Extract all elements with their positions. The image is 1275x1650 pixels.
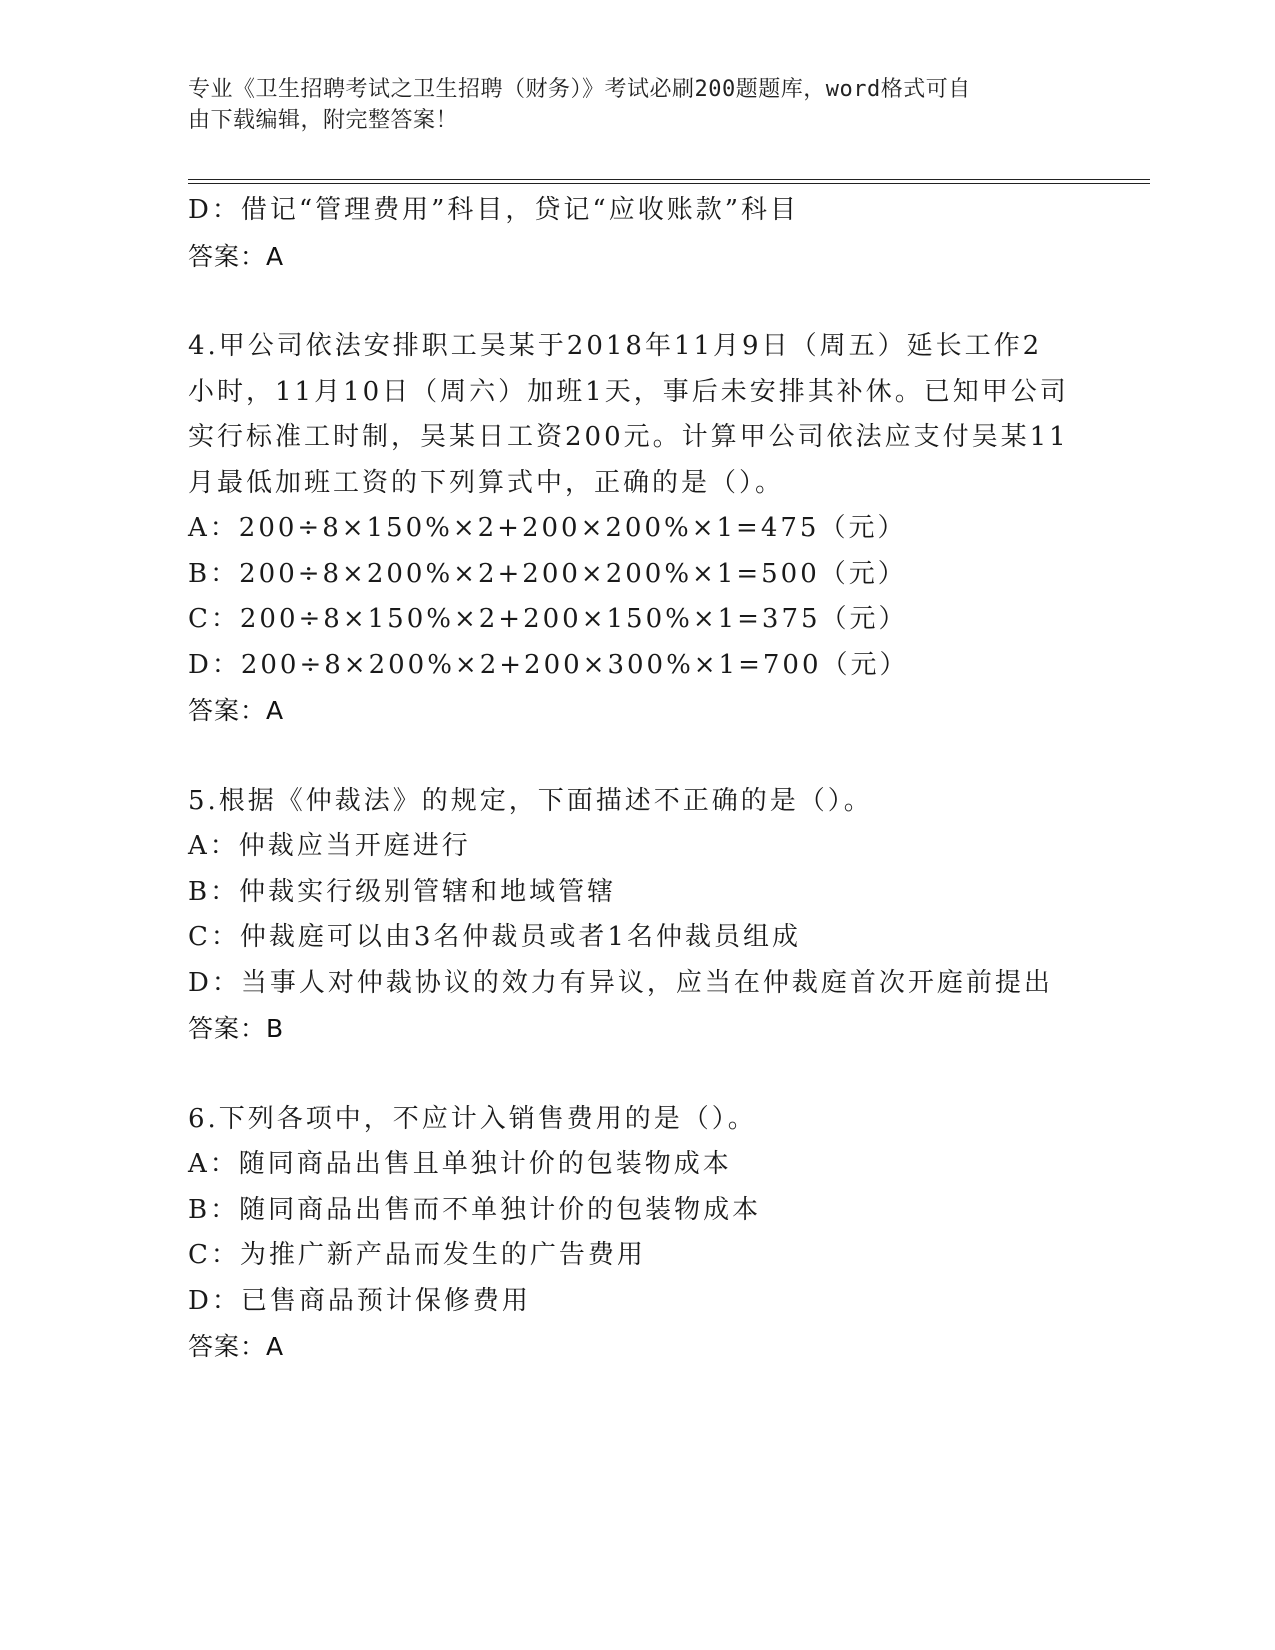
option-d: D：借记“管理费用”科目，贷记“应收账款”科目 <box>188 195 800 225</box>
answer-line: 答案：A <box>188 696 285 725</box>
answer-line: 答案：B <box>188 1014 285 1043</box>
header-line-1: 专业《卫生招聘考试之卫生招聘（财务）》考试必刷200题题库，word格式可自 <box>188 77 971 102</box>
option-d: D：200÷8×200%×2+200×300%×1=700（元） <box>188 649 909 680</box>
header-divider-top <box>188 179 1150 180</box>
question-stem: 小时，11月10日（周六）加班1天，事后未安排其补休。已知甲公司 <box>188 376 1069 407</box>
header-line-2: 由下载编辑，附完整答案！ <box>188 108 459 133</box>
option-a: A：200÷8×150%×2+200×200%×1=475（元） <box>188 513 907 543</box>
answer-line: 答案：A <box>188 241 285 271</box>
option-b: B：200÷8×200%×2+200×200%×1=500（元） <box>188 558 907 589</box>
question-stem: 6.下列各项中，不应计入销售费用的是（）。 <box>188 1103 757 1134</box>
option-c: C：仲裁庭可以由3名仲裁员或者1名仲裁员组成 <box>188 922 801 952</box>
spacer <box>188 734 1088 779</box>
spacer <box>188 1052 1088 1097</box>
question-stem: 4.甲公司依法安排职工吴某于2018年11月9日（周五）延长工作2 <box>188 331 1043 361</box>
question-5 <box>188 779 1088 1052</box>
option-c: C：200÷8×150%×2+200×150%×1=375（元） <box>188 604 908 634</box>
question-stem: 实行标准工时制，吴某日工资200元。计算甲公司依法应支付吴某11 <box>188 422 1069 452</box>
option-b: B：仲裁实行级别管辖和地域管辖 <box>188 876 617 907</box>
question-6 <box>188 1097 1088 1370</box>
option-d: D：当事人对仲裁协议的效力有异议，应当在仲裁庭首次开庭前提出 <box>188 967 1053 998</box>
option-a: A：随同商品出售且单独计价的包装物成本 <box>188 1149 732 1179</box>
question-4 <box>188 324 1088 734</box>
header-divider-bottom <box>188 183 1150 184</box>
question-list <box>188 188 1088 1370</box>
spacer <box>188 279 1088 324</box>
question-stem: 5.根据《仲裁法》的规定，下面描述不正确的是（）。 <box>188 785 873 816</box>
question-stem: 月最低加班工资的下列算式中，正确的是（）。 <box>188 467 785 498</box>
option-d: D：已售商品预计保修费用 <box>188 1285 531 1316</box>
option-b: B：随同商品出售而不单独计价的包装物成本 <box>188 1194 762 1225</box>
document-header <box>188 74 1068 136</box>
option-a: A：仲裁应当开庭进行 <box>188 831 471 861</box>
option-c: C：为推广新产品而发生的广告费用 <box>188 1240 646 1270</box>
question-3-tail <box>188 188 1088 279</box>
answer-line: 答案：A <box>188 1332 285 1361</box>
